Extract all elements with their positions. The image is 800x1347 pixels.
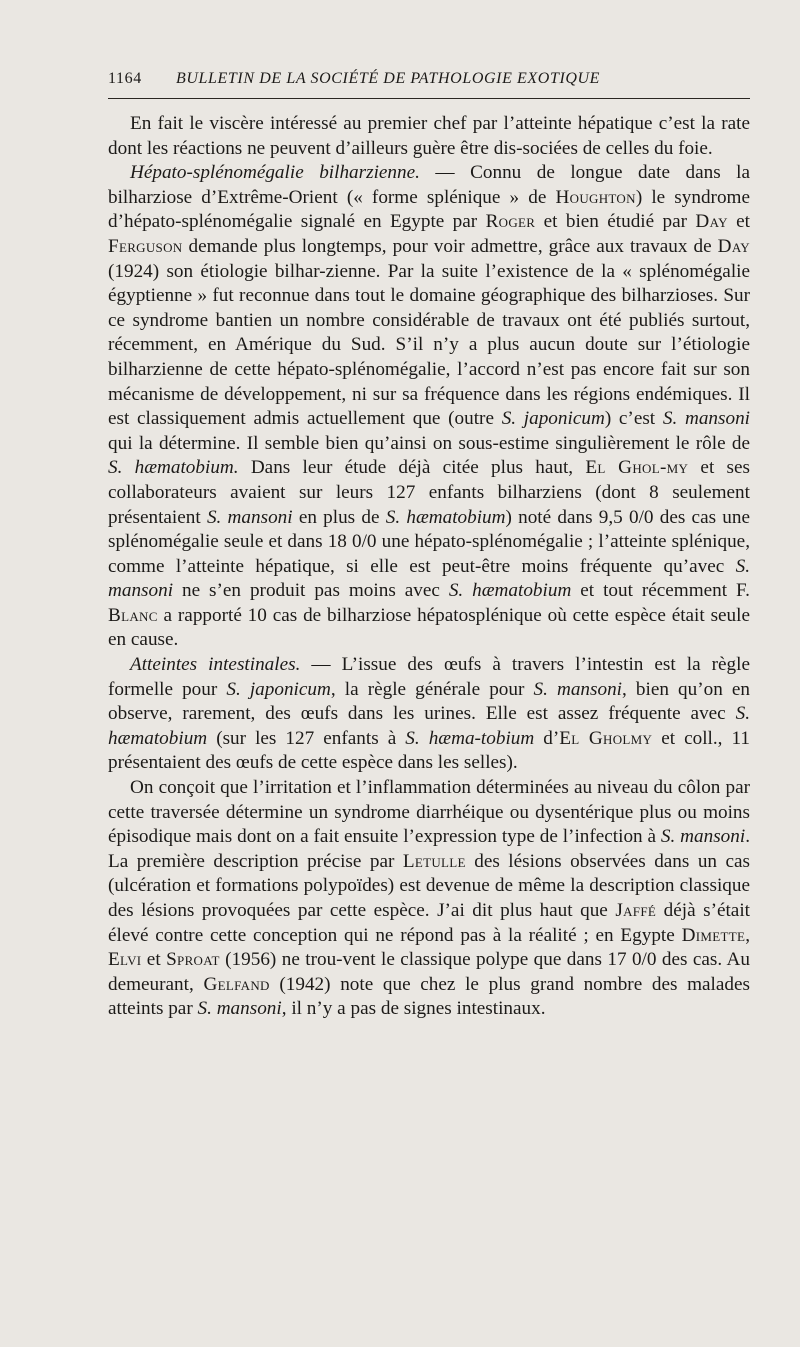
text-run: demande plus longtemps, pour voir admettre, grâce aux travaux de [182, 235, 718, 257]
italic-text: S. hæma-tobium [405, 727, 535, 749]
text-run: , la règle générale pour [330, 678, 534, 700]
text-run: et coll., 11 présentaient des œufs de cette espèce dans les selles). [108, 727, 750, 774]
text-run: — Connu de longue date dans la bilharziose d’Extrême-Orient (« forme splénique » de [108, 162, 750, 208]
text-run: et tout récemment F. [571, 580, 750, 602]
text-run: (1924) son étiologie bilhar-zienne. Par la suite l’existence de la « splénomégalie égyptienne » fut reconnue dans tout le domaine géographique des bilharzioses. Sur ce syndrome bantien un nombre considérable de travaux ont été publiés surtout, récemment, en Amérique du Sud. S’il n’y a plus aucun doute sur l’étiologie bilharzienne de cette hépato-splénomégalie, l’accord n’est pas encore fait sur son mécanisme de développement, ni sur sa fréquence dans les régions endémiques. Il est classiquement admis actuellement que (outre [108, 260, 750, 430]
text-run: En fait le viscère intéressé au premier chef par l’atteinte hépatique c’est la rate dont les réactions ne peuvent d’ailleurs guère être dis-sociées de celles du foie. [108, 113, 750, 159]
text-run: déjà s’était élevé contre cette conception qui ne répond pas à la réalité ; en Egypte [108, 900, 750, 946]
text-run: , il n’y a pas de signes intestinaux. [281, 998, 546, 1020]
text-run: ) noté dans 9,5 0/0 des cas une splénomégalie seule et dans 18 0/0 une hépato-splénomégalie ; l’atteinte splénique, comme l’atteinte hépatique, si elle est peut-être moins fréquente qu’avec [108, 506, 750, 577]
author-name: Day [717, 235, 750, 257]
journal-title: BULLETIN DE LA SOCIÉTÉ DE PATHOLOGIE EXOTIQUE [176, 70, 601, 87]
text-run: et [727, 211, 750, 233]
text-run: des lésions observées dans un cas (ulcération et formations polypoïdes) est devenue de même la description classique des lésions provoquées par cette espèce. J’ai dit plus haut que [108, 850, 750, 921]
italic-text: S. hæmatobium [448, 580, 572, 602]
text-run: et ses collaborateurs avaient sur leurs 127 enfants bilharziens (dont 8 seulement présentaient [108, 457, 750, 528]
text-run: ) le syndrome d’hépato-splénomégalie signalé en Egypte par [108, 186, 750, 233]
text-run: (1942) note que chez le plus grand nombre des malades atteints par [108, 973, 750, 1020]
italic-text: S. hæmatobium [108, 703, 750, 749]
page-number: 1164 [108, 70, 142, 87]
text-run: en plus de [292, 506, 386, 528]
italic-text: S. mansoni [662, 408, 750, 430]
italic-text: S. japonicum [501, 408, 605, 430]
text-run: et bien étudié par [535, 211, 696, 233]
author-name: El Gholmy [559, 727, 653, 749]
text-run: (1956) ne trou-vent le classique polype que dans 17 0/0 des cas. Au demeurant, [108, 949, 750, 995]
author-name: Letulle [402, 850, 466, 872]
text-run: — L’issue des œufs à travers l’intestin est la règle formelle pour [108, 654, 750, 700]
author-name: Ferguson [108, 235, 183, 257]
paragraph [108, 653, 750, 776]
author-name: Roger [485, 211, 536, 233]
paragraph [108, 112, 750, 161]
italic-text: S. mansoni [206, 506, 293, 528]
author-name: Houghton [555, 186, 636, 208]
text-run: . La première description précise par [108, 826, 750, 872]
text-run: et [141, 949, 167, 971]
author-name: Dimette [681, 924, 746, 946]
author-name: El Ghol-my [585, 457, 689, 479]
text-run: (sur les 127 enfants à [207, 727, 406, 749]
text-run: , [745, 924, 750, 946]
text-run: d’ [534, 727, 560, 749]
text-run: ) c’est [604, 408, 663, 430]
text-run: , bien qu’on en observe, rarement, des œufs dans les urines. Elle est assez fréquente avec [108, 678, 750, 725]
header-rule [108, 98, 750, 99]
text-run: ne s’en produit pas moins avec [173, 580, 449, 602]
text-run: On conçoit que l’irritation et l’inflammation déterminées au niveau du côlon par cette traversée détermine un syndrome diarrhéique ou dysentérique plus ou moins épisodique mais dont on a fait ensuite l’expression type de l’infection à [108, 777, 750, 848]
author-name: Day [695, 211, 728, 233]
italic-text: S. mansoni [197, 998, 282, 1020]
author-name: Blanc [108, 604, 158, 626]
italic-text: S. hæmatobium [385, 506, 506, 528]
author-name: Jaffé [615, 900, 657, 921]
author-name: Elvi [108, 949, 142, 971]
paragraph [108, 776, 750, 1022]
body-text [108, 112, 750, 1022]
italic-text: Atteintes intestinales. [130, 654, 301, 676]
paragraph [108, 161, 750, 653]
italic-text: Hépato-splénomégalie bilharzienne. [130, 162, 420, 184]
italic-text: S. mansoni [660, 826, 746, 848]
text-run: qui la détermine. Il semble bien qu’ainsi on sous-estime singulièrement le rôle de [108, 432, 750, 454]
text-run: a rapporté 10 cas de bilharziose hépatosplénique où cette espèce était seule en cause. [108, 604, 750, 651]
text-run: Dans leur étude déjà citée plus haut, [238, 457, 586, 479]
italic-text: S. hæmatobium. [108, 457, 239, 479]
italic-text: S. japonicum [226, 678, 331, 700]
author-name: Sproat [166, 949, 220, 971]
italic-text: S. mansoni [108, 555, 750, 602]
author-name: Gelfand [203, 973, 270, 995]
italic-text: S. mansoni [533, 678, 622, 700]
